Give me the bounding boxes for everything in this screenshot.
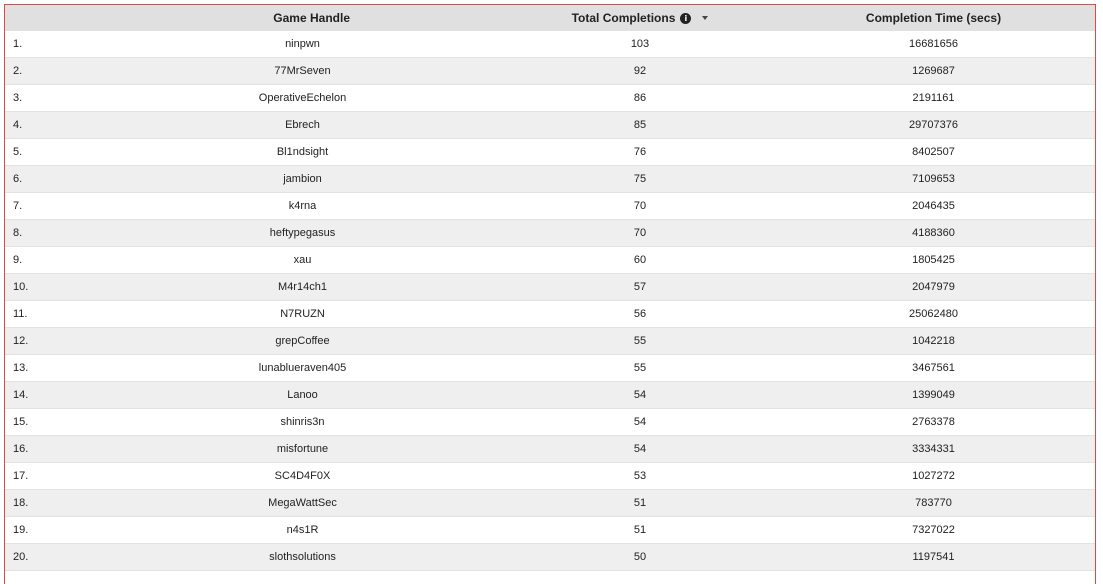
total-completions-cell: 51 (510, 490, 770, 517)
completion-time-cell: 2047979 (770, 274, 1096, 301)
table-row (5, 112, 1096, 139)
completion-time-cell: 8402507 (770, 139, 1096, 166)
game-handle-cell: misfortune (35, 436, 510, 463)
rank-cell: 13. (5, 355, 35, 382)
completion-time-cell: 16681656 (770, 31, 1096, 58)
completion-time-cell: 7327022 (770, 517, 1096, 544)
total-completions-cell: 70 (510, 193, 770, 220)
game-handle-cell: shinris3n (35, 409, 510, 436)
total-completions-cell: 70 (510, 220, 770, 247)
rank-cell: 5. (5, 139, 35, 166)
table-row (5, 301, 1096, 328)
game-handle-cell: xau (35, 247, 510, 274)
table-row (5, 220, 1096, 247)
completion-time-cell: 1399049 (770, 382, 1096, 409)
table-row (5, 58, 1096, 85)
game-handle-cell: grepCoffee (35, 328, 510, 355)
completion-time-cell: 783770 (770, 490, 1096, 517)
game-handle-cell: Ebrech (35, 112, 510, 139)
header-total-completions[interactable] (510, 5, 770, 31)
header-total-completions-label: Total Completions (571, 11, 676, 25)
rank-cell: 17. (5, 463, 35, 490)
leaderboard-panel (4, 4, 1096, 584)
header-rank (5, 5, 35, 31)
game-handle-cell: MegaWattSec (35, 490, 510, 517)
game-handle-cell: OperativeEchelon (35, 85, 510, 112)
total-completions-cell: 76 (510, 139, 770, 166)
table-header-row (5, 5, 1096, 31)
game-handle-cell: n4s1R (35, 517, 510, 544)
game-handle-cell: k4rna (35, 193, 510, 220)
table-row (5, 166, 1096, 193)
header-game-handle[interactable]: Game Handle (273, 11, 350, 25)
total-completions-cell: 57 (510, 274, 770, 301)
table-row (5, 409, 1096, 436)
rank-cell: 10. (5, 274, 35, 301)
rank-cell: 20. (5, 544, 35, 571)
header-completion-time[interactable]: Completion Time (secs) (865, 11, 1002, 25)
total-completions-cell: 51 (510, 517, 770, 544)
table-row (5, 139, 1096, 166)
total-completions-cell: 86 (510, 85, 770, 112)
completion-time-cell: 2046435 (770, 193, 1096, 220)
total-completions-cell: 85 (510, 112, 770, 139)
total-completions-cell: 55 (510, 355, 770, 382)
table-row (5, 274, 1096, 301)
table-row (5, 85, 1096, 112)
total-completions-cell: 50 (510, 544, 770, 571)
table-body (5, 31, 1096, 571)
game-handle-cell: slothsolutions (35, 544, 510, 571)
rank-cell: 6. (5, 166, 35, 193)
total-completions-cell: 54 (510, 436, 770, 463)
completion-time-cell: 3334331 (770, 436, 1096, 463)
game-handle-cell: heftypegasus (35, 220, 510, 247)
game-handle-cell: jambion (35, 166, 510, 193)
table-row (5, 193, 1096, 220)
rank-cell: 15. (5, 409, 35, 436)
completion-time-cell: 29707376 (770, 112, 1096, 139)
completion-time-cell: 1027272 (770, 463, 1096, 490)
game-handle-cell: Bl1ndsight (35, 139, 510, 166)
table-row (5, 328, 1096, 355)
leaderboard-table (5, 5, 1096, 571)
game-handle-cell: Lanoo (35, 382, 510, 409)
completion-time-cell: 2763378 (770, 409, 1096, 436)
total-completions-cell: 60 (510, 247, 770, 274)
total-completions-cell: 53 (510, 463, 770, 490)
completion-time-cell: 3467561 (770, 355, 1096, 382)
table-row (5, 355, 1096, 382)
total-completions-cell: 103 (510, 31, 770, 58)
completion-time-cell: 1197541 (770, 544, 1096, 571)
rank-cell: 19. (5, 517, 35, 544)
total-completions-sort-control[interactable] (572, 11, 709, 25)
total-completions-cell: 75 (510, 166, 770, 193)
rank-cell: 3. (5, 85, 35, 112)
table-row (5, 31, 1096, 58)
table-row (5, 517, 1096, 544)
total-completions-cell: 54 (510, 409, 770, 436)
rank-cell: 18. (5, 490, 35, 517)
rank-cell: 4. (5, 112, 35, 139)
rank-cell: 14. (5, 382, 35, 409)
game-handle-cell: SC4D4F0X (35, 463, 510, 490)
completion-time-cell: 2191161 (770, 85, 1096, 112)
rank-cell: 16. (5, 436, 35, 463)
rank-cell: 12. (5, 328, 35, 355)
rank-cell: 9. (5, 247, 35, 274)
total-completions-cell: 55 (510, 328, 770, 355)
rank-cell: 8. (5, 220, 35, 247)
game-handle-cell: N7RUZN (35, 301, 510, 328)
rank-cell: 2. (5, 58, 35, 85)
table-row (5, 490, 1096, 517)
table-row (5, 463, 1096, 490)
completion-time-cell: 4188360 (770, 220, 1096, 247)
table-row (5, 382, 1096, 409)
completion-time-cell: 7109653 (770, 166, 1096, 193)
table-row (5, 436, 1096, 463)
rank-cell: 11. (5, 301, 35, 328)
total-completions-cell: 92 (510, 58, 770, 85)
game-handle-cell: M4r14ch1 (35, 274, 510, 301)
completion-time-cell: 25062480 (770, 301, 1096, 328)
completion-time-cell: 1805425 (770, 247, 1096, 274)
game-handle-cell: 77MrSeven (35, 58, 510, 85)
rank-cell: 7. (5, 193, 35, 220)
total-completions-cell: 56 (510, 301, 770, 328)
game-handle-cell: lunablueraven405 (35, 355, 510, 382)
rank-cell: 1. (5, 31, 35, 58)
table-row (5, 247, 1096, 274)
total-completions-cell: 54 (510, 382, 770, 409)
info-icon[interactable]: i (680, 13, 691, 24)
game-handle-cell: ninpwn (35, 31, 510, 58)
sort-descending-icon[interactable] (702, 16, 708, 20)
table-row (5, 544, 1096, 571)
completion-time-cell: 1042218 (770, 328, 1096, 355)
completion-time-cell: 1269687 (770, 58, 1096, 85)
